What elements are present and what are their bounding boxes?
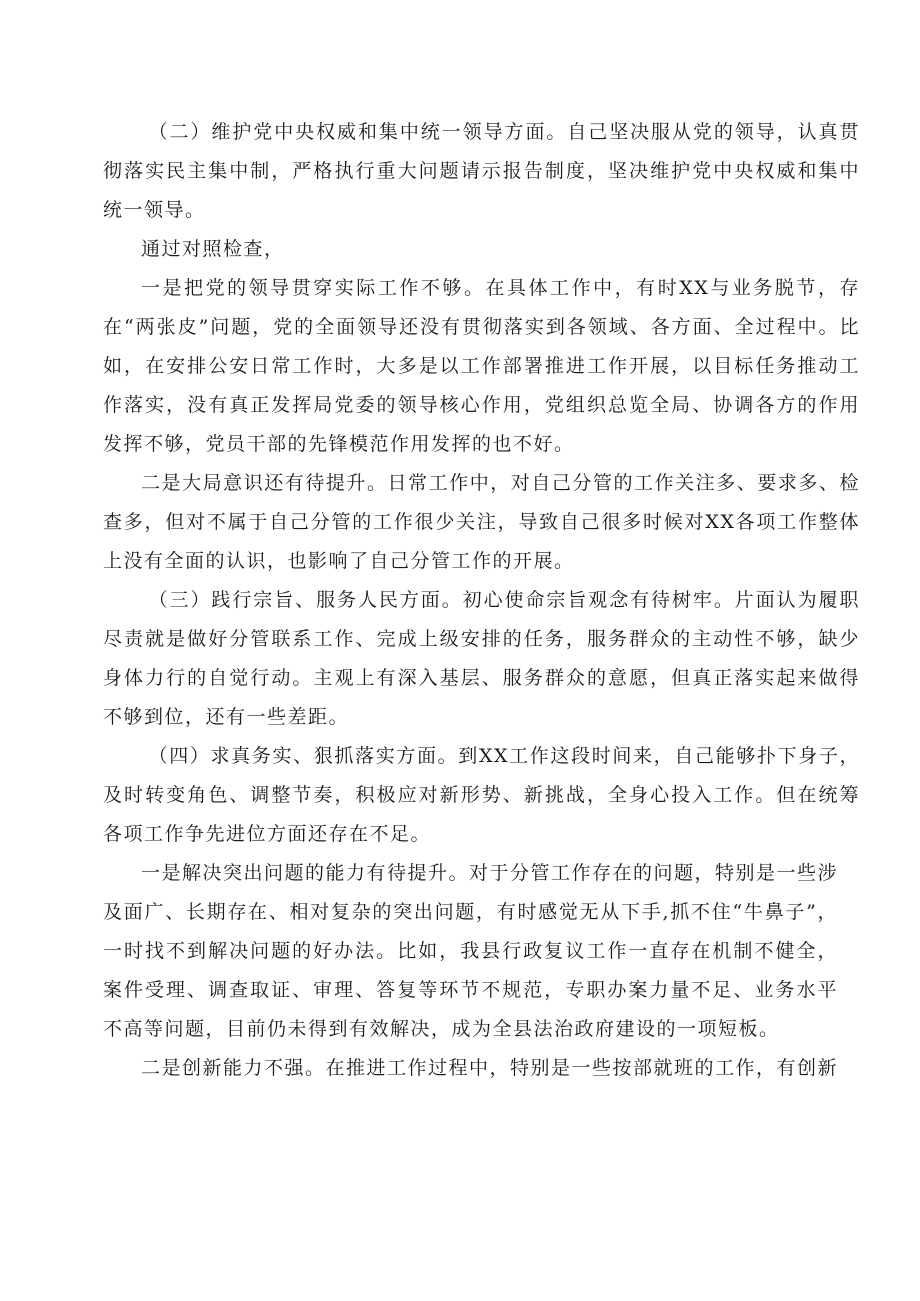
paragraph-leadership-gap: 一是把党的领导贯穿实际工作不够。在具体工作中，有时XX与业务脱节，存在“两张皮”问题，党的全面领导还没有贯彻落实到各领域、各方面、全过程中。比如，在安排公安日常工作时，大多是以工作部署推进工作开展，以目标任务推动工作落实，没有真正发挥局党委的领导核心作用，党组织总览全局、协调各方的作用发挥不够，党员干部的先锋模范作用发挥的也不好。 bbox=[103, 277, 860, 455]
paragraph-review-intro: 通过对照检查， bbox=[141, 238, 285, 260]
paragraph-pragmatic-work: （四）求真务实、狠抓落实方面。到XX工作这段时间来，自己能够扑下身子，及时转变角色、调整节奏，积极应对新形势、新挑战，全身心投入工作。但在统筹各项工作争先进位方面还存在不足。 bbox=[103, 745, 860, 845]
document-body bbox=[103, 113, 860, 1088]
paragraph-overall-awareness: 二是大局意识还有待提升。日常工作中，对自己分管的工作关注多、要求多、检查多，但对不属于自己分管的工作很少关注，导致自己很多时候对XX各项工作整体上没有全面的认识，也影响了自己分管工作的开展。 bbox=[103, 472, 860, 572]
paragraph-serve-people: （三）践行宗旨、服务人民方面。初心使命宗旨观念有待树牢。片面认为履职尽责就是做好分管联系工作、完成上级安排的任务，服务群众的主动性不够，缺少身体力行的自觉行动。主观上有深入基层、服务群众的意愿，但真正落实起来做得不够到位，还有一些差距。 bbox=[103, 589, 860, 728]
paragraph-problem-solving: 一是解决突出问题的能力有待提升。对于分管工作存在的问题，特别是一些涉及面广、长期存在、相对复杂的突出问题，有时感觉无从下手,抓不住“牛鼻子”，一时找不到解决问题的好办法。比如，我县行政复议工作一直存在机制不健全，案件受理、调查取证、审理、答复等环节不规范，专职办案力量不足、业务水平不高等问题，目前仍未得到有效解决，成为全县法治政府建设的一项短板。 bbox=[103, 862, 839, 1040]
paragraph-innovation: 二是创新能力不强。在推进工作过程中，特别是一些按部就班的工作，有创新 bbox=[141, 1057, 839, 1079]
paragraph-party-authority: （二）维护党中央权威和集中统一领导方面。自己坚决服从党的领导，认真贯彻落实民主集中制，严格执行重大问题请示报告制度，坚决维护党中央权威和集中统一领导。 bbox=[103, 121, 860, 221]
